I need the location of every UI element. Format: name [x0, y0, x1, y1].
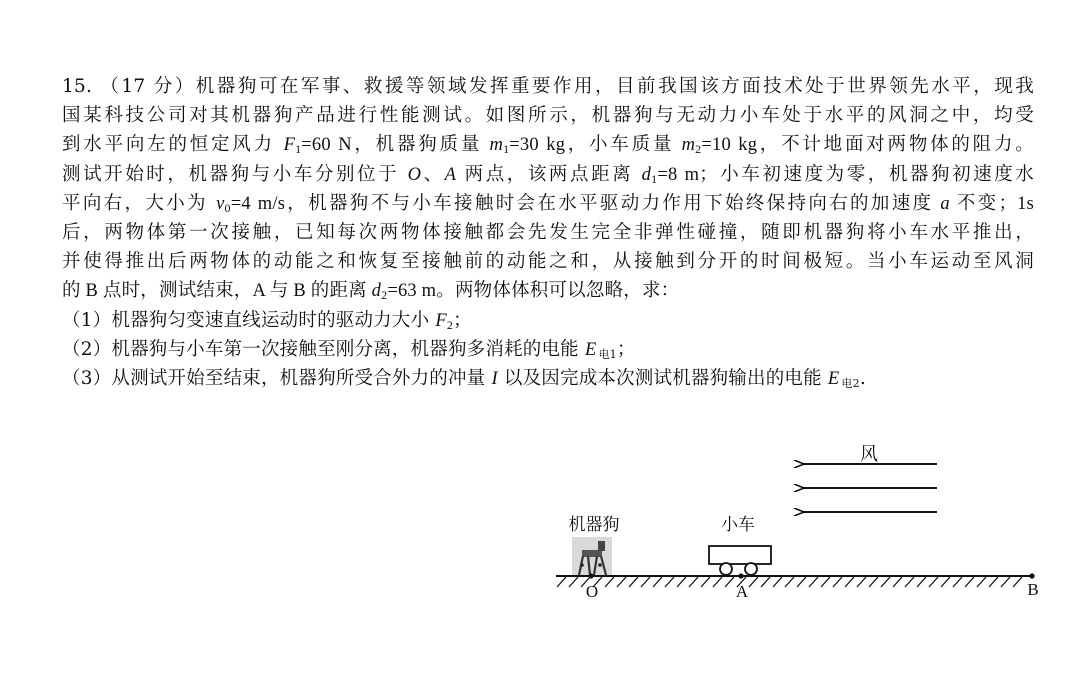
math-symbol: F: [435, 310, 447, 331]
text-segment: 以及因完成本次测试机器狗输出的电能: [497, 367, 828, 389]
hatch-mark: [809, 577, 818, 587]
math-symbol: I: [491, 368, 498, 389]
text-segment: =60 N，机器狗质量: [301, 135, 490, 156]
point-b-label: B: [1027, 580, 1039, 599]
text-segment: ；: [453, 309, 472, 331]
text-segment: ；: [616, 338, 636, 360]
robot-dog-icon: [572, 537, 612, 576]
hatch-mark: [953, 577, 962, 587]
hatch-mark: [677, 577, 686, 587]
hatch-mark: [941, 577, 950, 587]
text-segment: =63 m。两物体体积可以忽略，求：: [387, 281, 680, 302]
point-o-label: O: [585, 582, 599, 601]
hatch-mark: [557, 577, 566, 587]
math-symbol: m: [489, 135, 504, 156]
point-o-marker: [588, 573, 593, 578]
hatch-mark: [749, 577, 758, 587]
hatch-mark: [785, 577, 794, 587]
ground-hatching: [557, 577, 1022, 587]
math-symbol: d: [371, 281, 382, 302]
point-a-marker: [738, 573, 743, 578]
hatch-mark: [1001, 577, 1010, 587]
math-symbol: F: [283, 135, 296, 156]
text-segment: 15. （17 分）机器狗可在军事、救援等领域发挥重要作用，目前我国该方面技术处于世界领先水平，现我: [62, 76, 1034, 97]
math-subscript: 2: [381, 288, 388, 303]
text-segment: 不变；1s: [949, 193, 1034, 214]
hatch-mark: [977, 577, 986, 587]
math-subscript: 0: [224, 200, 231, 215]
math-subscript: 电1: [598, 347, 617, 361]
math-symbol: A: [444, 164, 457, 185]
hatch-mark: [869, 577, 878, 587]
math-symbol: d: [641, 164, 652, 185]
text-segment: 、: [421, 163, 445, 185]
math-subscript: 2: [695, 142, 702, 157]
text-segment: =8 m；小车初速度为零，机器狗初速度水: [657, 164, 1035, 185]
hatch-mark: [689, 577, 698, 587]
math-symbol: v: [216, 193, 225, 214]
wind-label: 风: [860, 444, 878, 465]
math-symbol: E: [827, 368, 840, 389]
hatch-mark: [821, 577, 830, 587]
text-segment: =30 kg，小车质量: [509, 135, 682, 156]
hatch-mark: [617, 577, 626, 587]
hatch-mark: [569, 577, 578, 587]
hatch-mark: [833, 577, 842, 587]
text-segment: 两点，该两点距离: [456, 163, 642, 185]
hatch-mark: [725, 577, 734, 587]
math-subscript: 1: [295, 142, 302, 157]
hatch-mark: [1013, 577, 1022, 587]
hatch-mark: [701, 577, 710, 587]
math-symbol: E: [584, 339, 597, 360]
hatch-mark: [653, 577, 662, 587]
math-subscript: 电2: [841, 376, 860, 390]
text-segment: 到水平向左的恒定风力: [62, 134, 284, 156]
text-segment: =10 kg，不计地面对两物体的阻力。: [701, 135, 1034, 156]
hatch-mark: [665, 577, 674, 587]
text-segment: =4 m/s，机器狗不与小车接触时会在水平驱动力作用下始终保持向右的加速度: [230, 193, 941, 214]
text-segment: 并使得推出后两物体的动能之和恢复至接触前的动能之和，从接触到分开的时间极短。当小车运动至风洞: [62, 251, 1034, 273]
math-subscript: 1: [651, 171, 658, 186]
cart-icon: [709, 546, 771, 575]
text-segment: 测试开始时，机器狗与小车分别位于: [62, 163, 408, 185]
text-segment: （3）从测试开始至结束，机器狗所受合外力的冲量: [62, 367, 492, 389]
hatch-mark: [605, 577, 614, 587]
hatch-mark: [989, 577, 998, 587]
hatch-mark: [713, 577, 722, 587]
hatch-mark: [917, 577, 926, 587]
hatch-mark: [905, 577, 914, 587]
cart-label: 小车: [721, 515, 755, 535]
hatch-mark: [797, 577, 806, 587]
robot-dog-label: 机器狗: [568, 515, 620, 535]
math-symbol: O: [407, 164, 422, 185]
text-segment: （1）机器狗匀变速直线运动时的驱动力大小: [62, 309, 436, 331]
hatch-mark: [965, 577, 974, 587]
text-segment: 的 B 点时，测试结束，A 与 B 的距离: [62, 281, 372, 302]
hatch-mark: [773, 577, 782, 587]
hatch-mark: [893, 577, 902, 587]
hatch-mark: [761, 577, 770, 587]
hatch-mark: [641, 577, 650, 587]
text-segment: 后，两物体第一次接触，已知每次两物体接触都会先发生完全非弹性碰撞，随即机器狗将小车水平推出，: [62, 221, 1034, 243]
hatch-mark: [629, 577, 638, 587]
text-segment: （2）机器狗与小车第一次接触至刚分离，机器狗多消耗的电能: [62, 338, 585, 360]
text-segment: .: [859, 367, 866, 389]
hatch-mark: [881, 577, 890, 587]
hatch-mark: [857, 577, 866, 587]
text-segment: 平向右，大小为: [62, 192, 217, 214]
math-subscript: 1: [503, 142, 510, 157]
point-b-marker: [1029, 573, 1034, 578]
math-symbol: m: [681, 135, 696, 156]
hatch-mark: [845, 577, 854, 587]
math-subscript: 2: [446, 317, 454, 332]
math-symbol: a: [940, 193, 950, 214]
hatch-mark: [929, 577, 938, 587]
point-a-label: A: [735, 582, 749, 601]
text-segment: 国某科技公司对其机器狗产品进行性能测试。如图所示，机器狗与无动力小车处于水平的风洞之中，均受: [62, 105, 1034, 127]
